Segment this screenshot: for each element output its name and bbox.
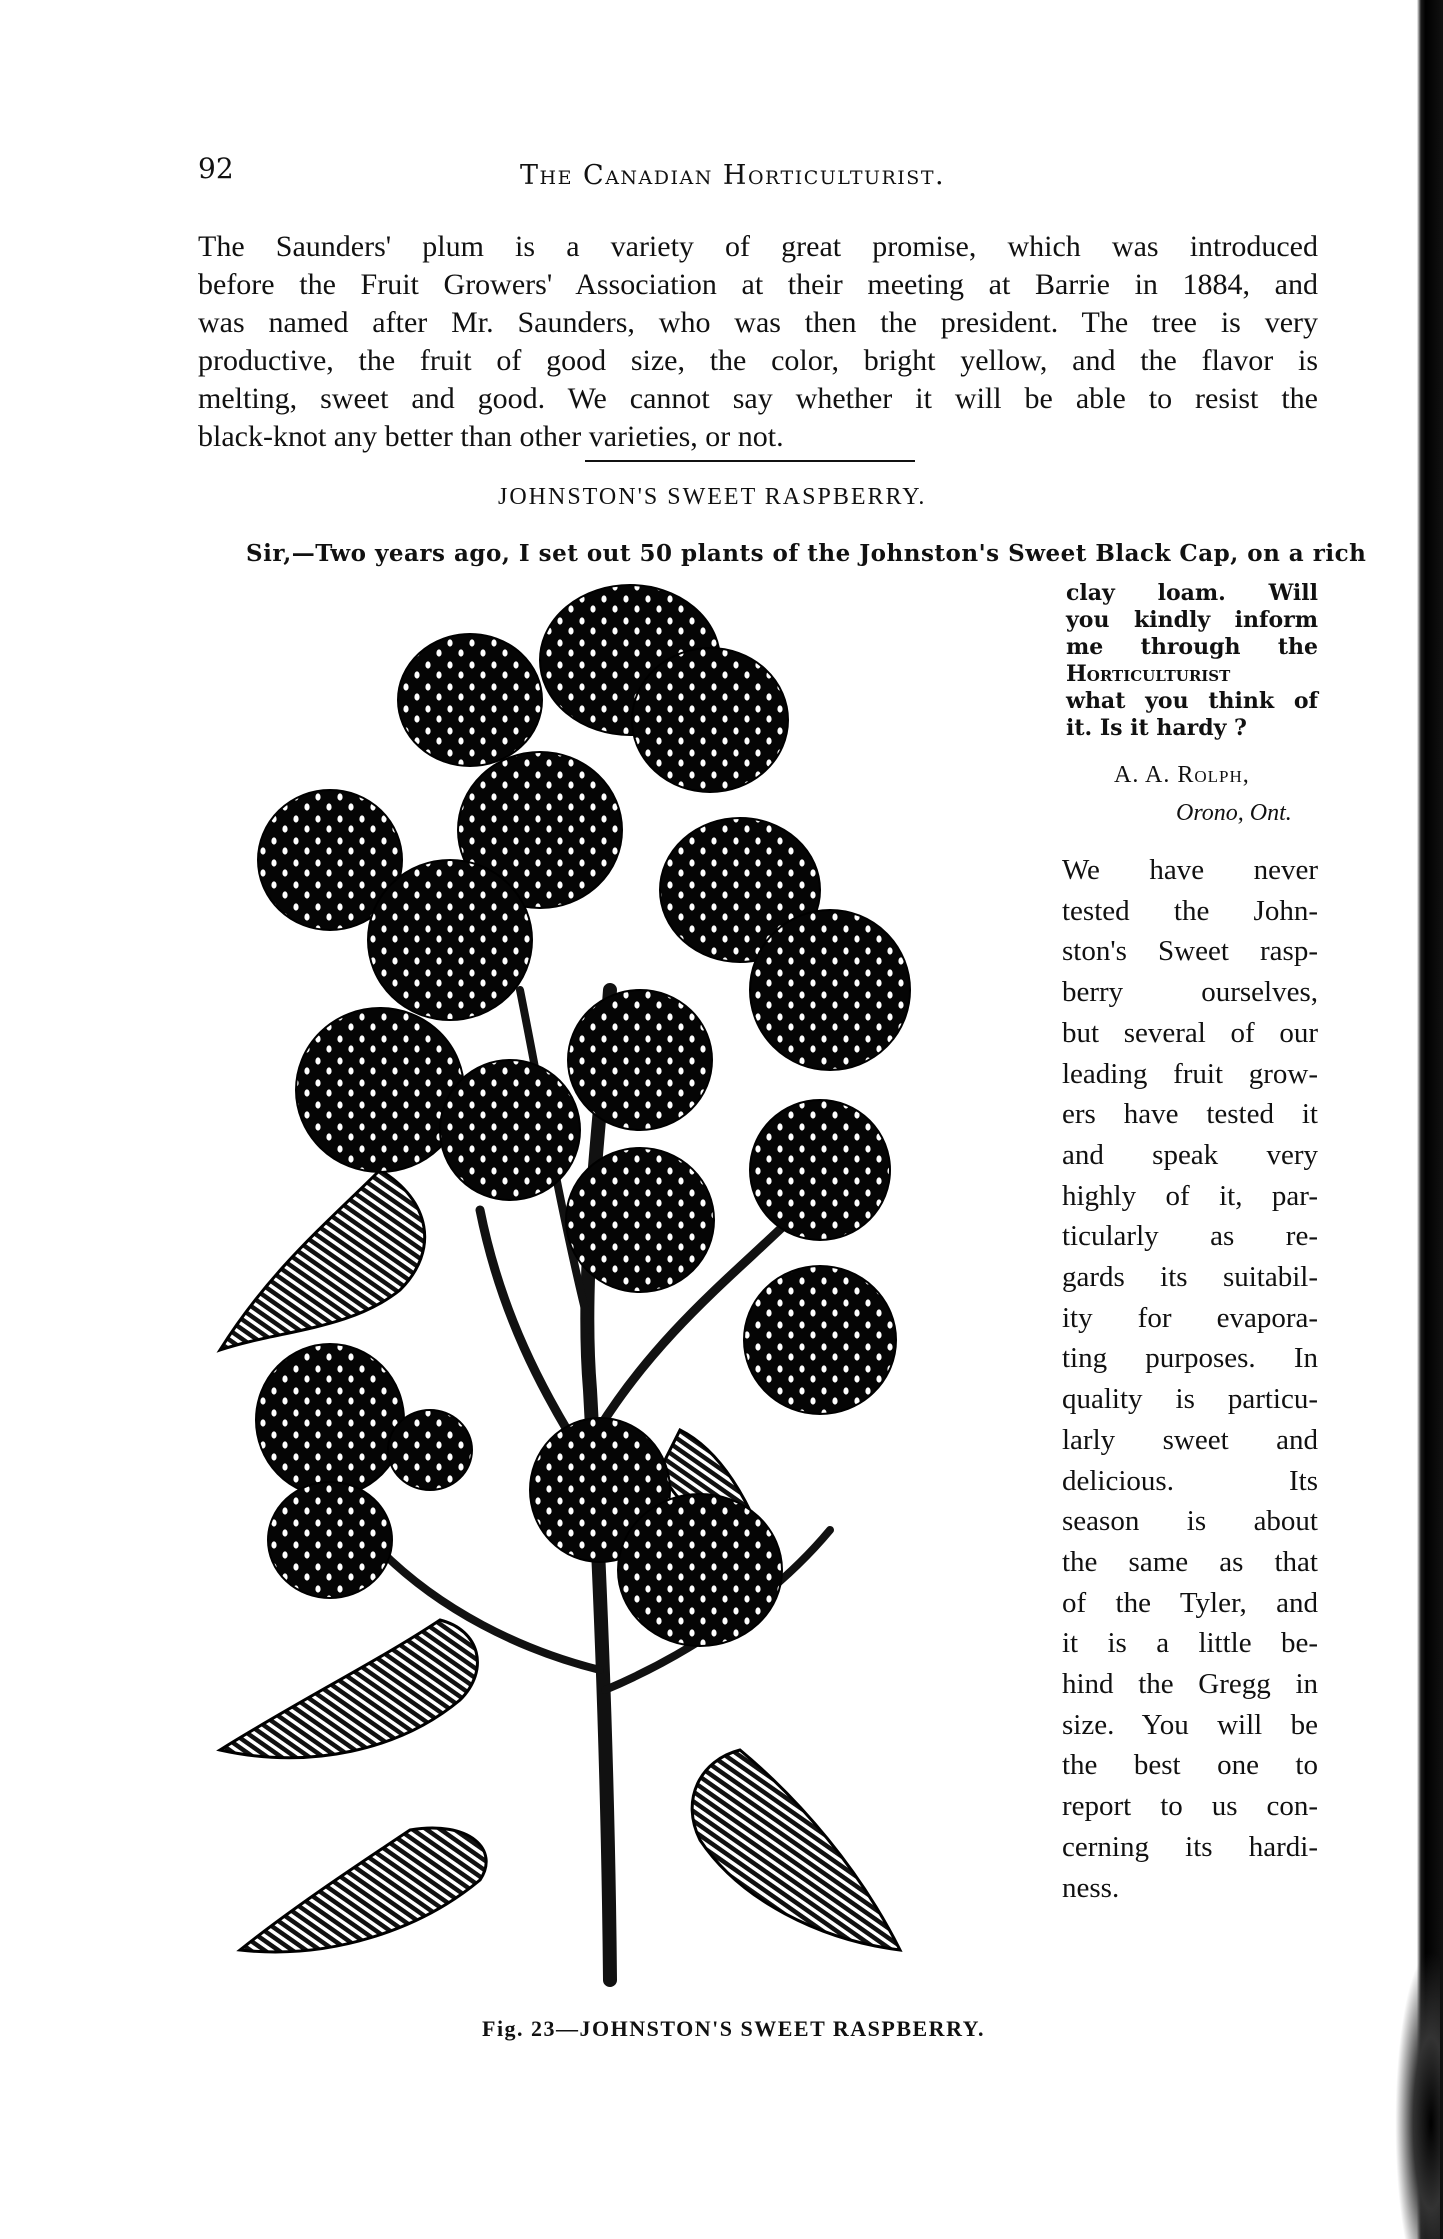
reply-line: highly of it, par- xyxy=(1062,1179,1318,1212)
running-title: The Canadian Horticulturist. xyxy=(520,160,946,191)
reply-line: it is a little be- xyxy=(1062,1627,1318,1660)
berries xyxy=(256,585,910,1646)
reply-line: ston's Sweet rasp- xyxy=(1062,935,1318,968)
intro-paragraph xyxy=(198,228,1318,456)
letter-line: clay loam. Will xyxy=(1066,580,1318,606)
intro-line: The Saunders' plum is a variety of great promise, which was introduced xyxy=(198,230,1318,263)
letter-text xyxy=(1066,580,1318,742)
reply-line: but several of our xyxy=(1062,1016,1318,1049)
letter-line: me through the xyxy=(1066,634,1318,660)
book-spine-shadow xyxy=(1385,0,1443,2239)
reply-line: season is about xyxy=(1062,1505,1318,1538)
signature-name: A. A. Rolph, xyxy=(1114,762,1250,788)
letter-line: what you think of xyxy=(1066,688,1318,714)
reply-line: gards its suitabil- xyxy=(1062,1261,1318,1294)
raspberry-engraving xyxy=(180,570,1080,1990)
letter-line: Horticulturist xyxy=(1066,661,1231,687)
reply-line: the same as that xyxy=(1062,1545,1318,1578)
reply-line: hind the Gregg in xyxy=(1062,1668,1318,1701)
reply-line: ness. xyxy=(1062,1871,1120,1904)
intro-line: black-knot any better than other varieties, or not. xyxy=(198,420,784,453)
reply-line: size. You will be xyxy=(1062,1708,1318,1741)
reply-line: cerning its hardi- xyxy=(1062,1830,1318,1863)
reply-line: ticularly as re- xyxy=(1062,1220,1318,1253)
reply-line: tested the John- xyxy=(1062,894,1318,927)
reply-line: delicious. Its xyxy=(1062,1464,1318,1497)
reply-line: of the Tyler, and xyxy=(1062,1586,1318,1619)
reply-line: report to us con- xyxy=(1062,1790,1318,1823)
intro-line: melting, sweet and good. We cannot say whether it will be able to resist the xyxy=(198,382,1318,415)
editor-reply xyxy=(1062,850,1318,1908)
letter-line: you kindly inform xyxy=(1066,607,1318,633)
letter-first-line: Sir,—Two years ago, I set out 50 plants of the Johnston's Sweet Black Cap, on a rich xyxy=(246,540,1367,567)
intro-line: productive, the fruit of good size, the color, bright yellow, and the flavor is xyxy=(198,344,1318,377)
reply-line: and speak very xyxy=(1062,1138,1318,1171)
reply-line: ting purposes. In xyxy=(1062,1342,1318,1375)
page-number: 92 xyxy=(198,152,234,185)
section-divider xyxy=(585,460,915,462)
article-heading: JOHNSTON'S SWEET RASPBERRY. xyxy=(498,484,927,510)
reply-line: leading fruit grow- xyxy=(1062,1057,1318,1090)
intro-line: was named after Mr. Saunders, who was then the president. The tree is very xyxy=(198,306,1318,339)
figure-caption: Fig. 23—JOHNSTON'S SWEET RASPBERRY. xyxy=(482,2016,986,2041)
letter-line: it. Is it hardy ? xyxy=(1066,715,1247,741)
reply-line: ers have tested it xyxy=(1062,1098,1318,1131)
reply-line: berry ourselves, xyxy=(1062,976,1318,1009)
reply-line: the best one to xyxy=(1062,1749,1318,1782)
reply-line: larly sweet and xyxy=(1062,1423,1318,1456)
reply-line: ity for evapora- xyxy=(1062,1301,1318,1334)
reply-line: We have never xyxy=(1062,854,1318,886)
signature-place: Orono, Ont. xyxy=(1176,800,1292,826)
intro-line: before the Fruit Growers' Association at their meeting at Barrie in 1884, and xyxy=(198,268,1318,301)
reply-line: quality is particu- xyxy=(1062,1383,1318,1416)
